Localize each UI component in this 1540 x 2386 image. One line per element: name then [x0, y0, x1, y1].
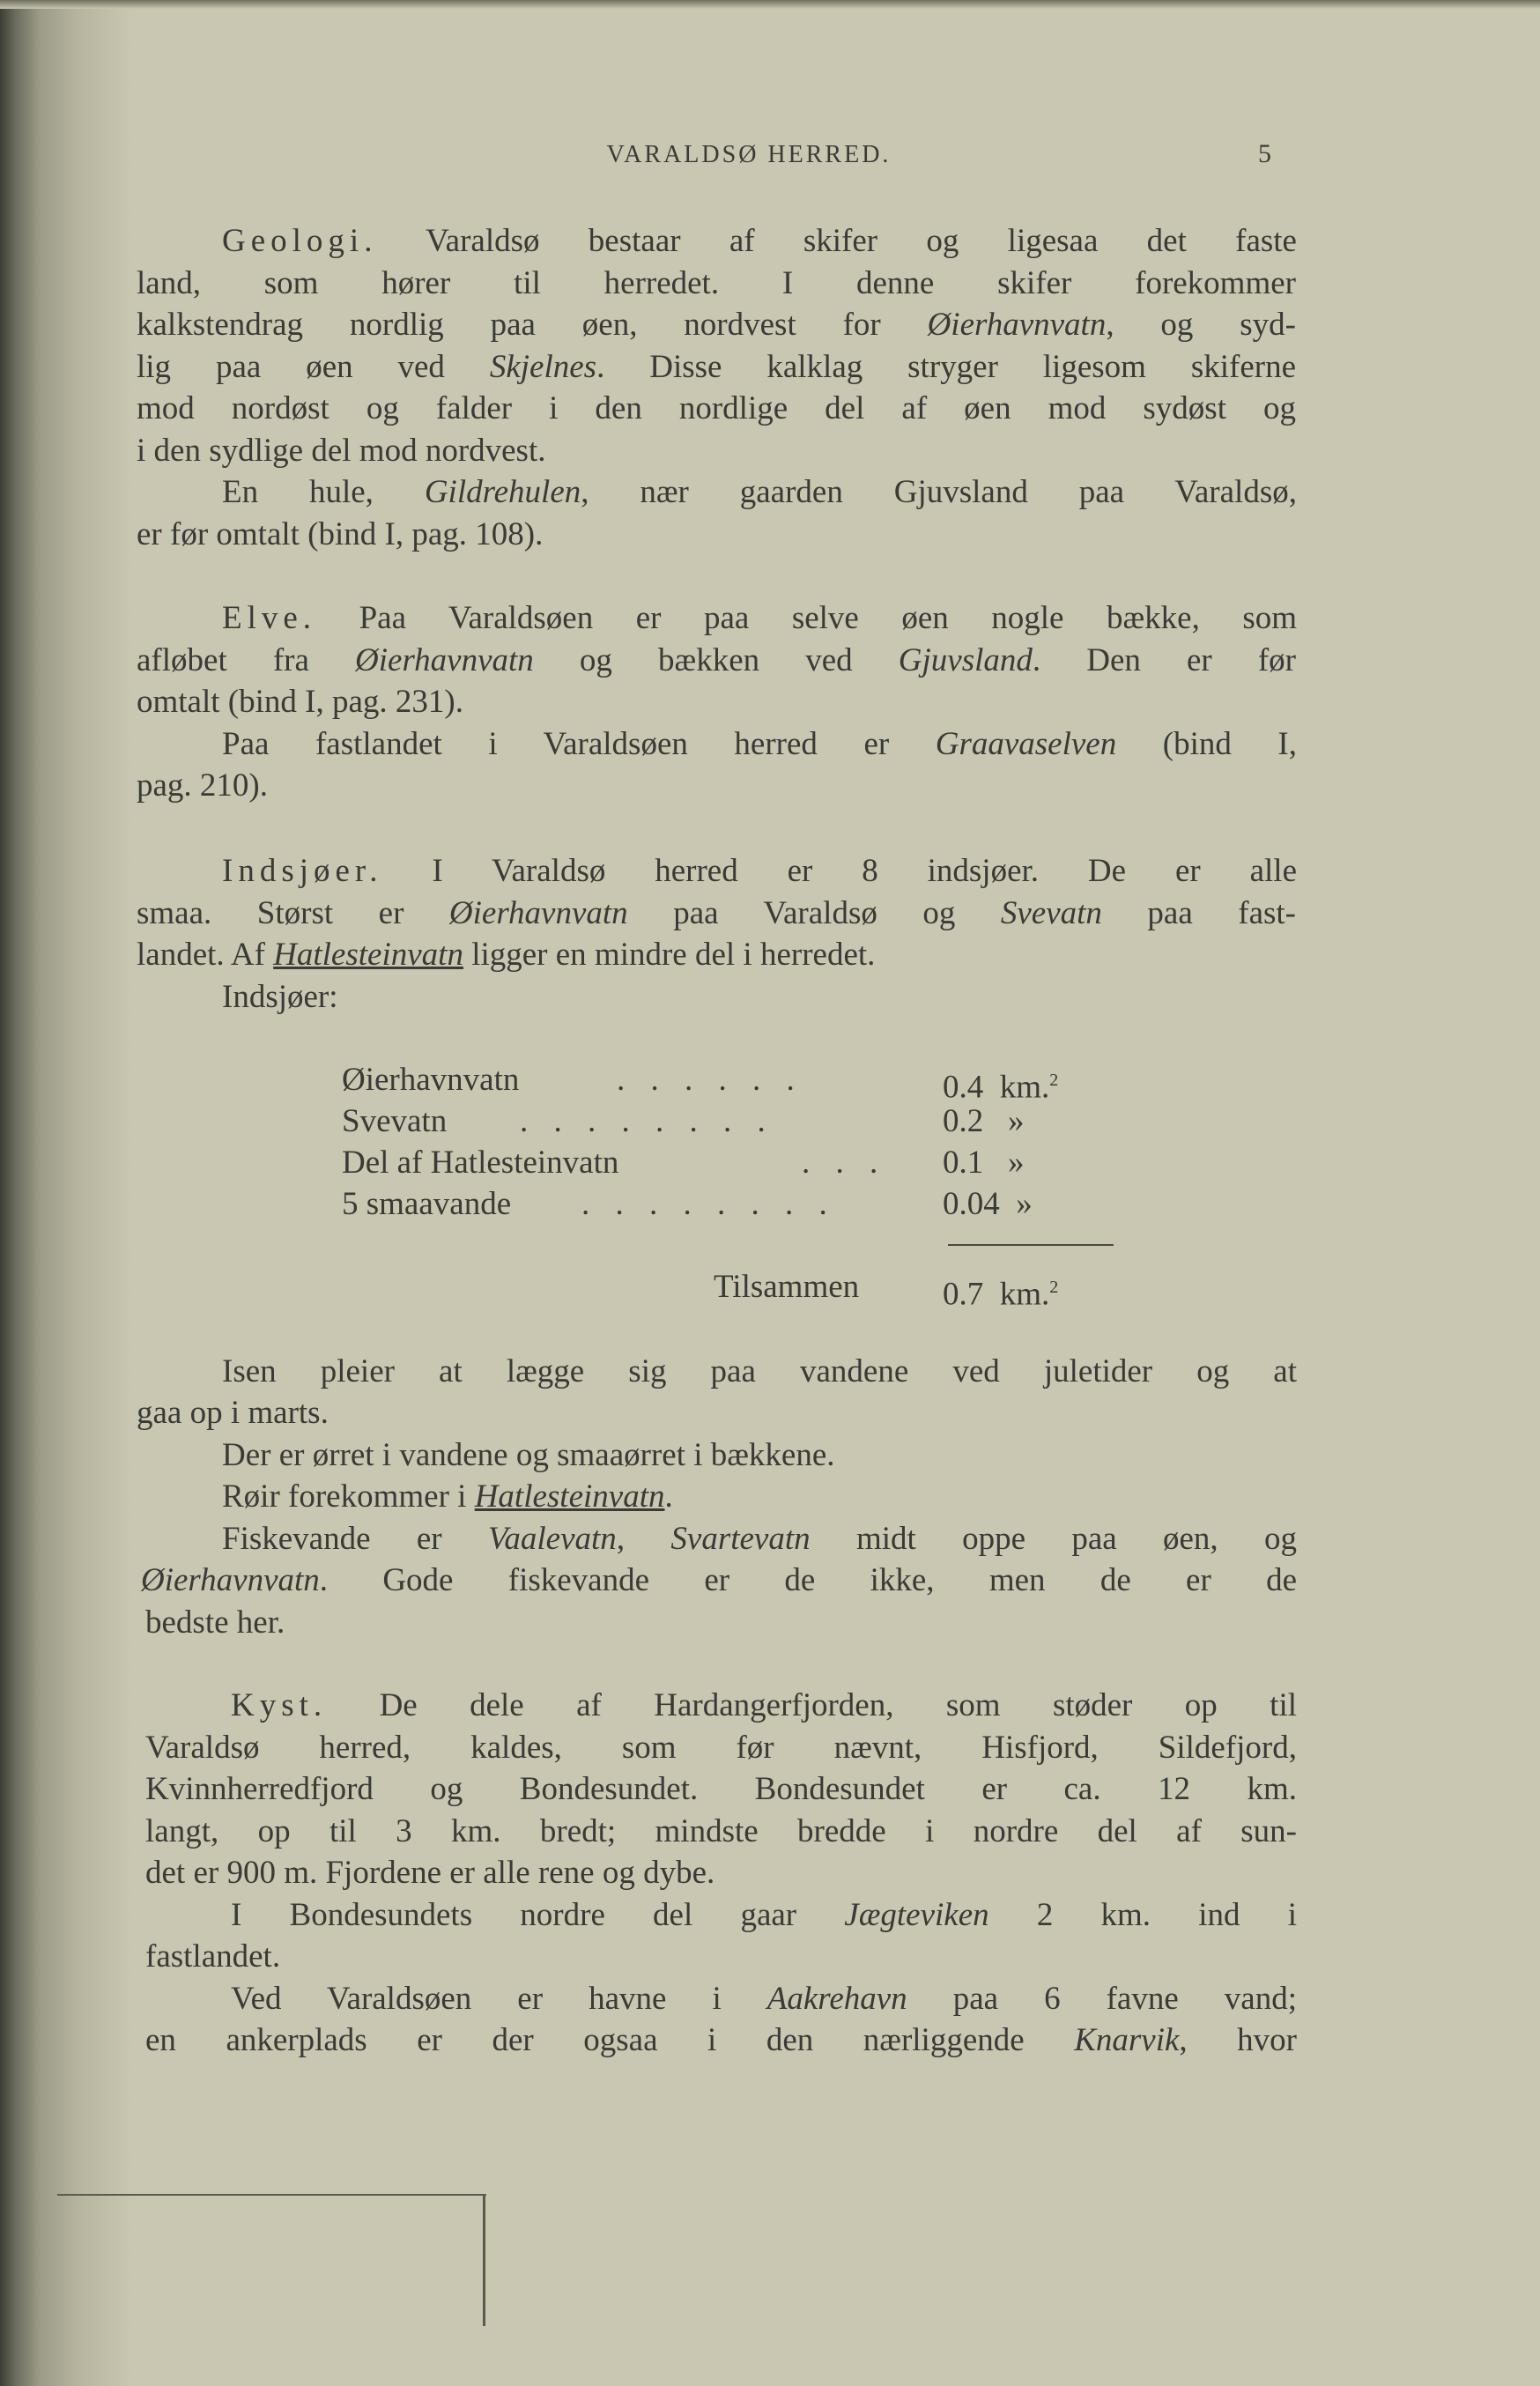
indsjoer-para-7: bedste her. — [145, 1604, 285, 1641]
elve-line-1: Elve. Paa Varaldsøen er paa selve øen nogle bække, som — [222, 600, 1298, 636]
section-heading-elve: Elve. — [222, 600, 317, 636]
page-number: 5 — [1258, 139, 1271, 168]
table-row — [342, 1143, 618, 1183]
place-name: Øierhavnvatn — [141, 1562, 320, 1598]
lake-name: 5 smaavande — [342, 1186, 512, 1222]
kyst-line-7: fastlandet. — [145, 1938, 281, 1975]
lake-area: 0.1 » — [943, 1145, 1025, 1181]
geologi-line-1: Geologi. Varaldsø bestaar af skifer og ligesaa det faste — [222, 223, 1297, 259]
lake-name: Øierhavnvatn — [342, 1062, 520, 1098]
place-name: Hatlesteinvatn — [273, 937, 463, 973]
place-name: Jægteviken — [844, 1897, 989, 1933]
running-header: VARALDSØ HERRED. — [606, 141, 892, 168]
place-name: Hatlesteinvatn — [474, 1478, 665, 1515]
geologi-line-6: i den sydlige del mod nordvest. — [137, 433, 546, 469]
place-name: Svevatn — [1000, 895, 1102, 931]
elve-line-3: omtalt (bind I, pag. 231). — [137, 684, 463, 720]
place-name: Øierhavnvatn — [448, 895, 628, 931]
place-name: Aakrehavn — [766, 1981, 907, 2017]
binding-mark-line — [57, 2194, 486, 2196]
table-row — [342, 1184, 511, 1225]
lake-area: 0.04 » — [943, 1186, 1033, 1222]
leader-dots: . . . . . . . . — [581, 1186, 836, 1222]
place-name: Gjuvsland — [898, 642, 1033, 678]
indsjoer-para-1: Isen pleier at lægge sig paa vandene ved juletider og at — [222, 1353, 1297, 1389]
elve-line-2: afløbet fra Øierhavnvatn og bækken ved Gjuvsland. Den er før — [137, 642, 1296, 678]
geologi-line-8: er før omtalt (bind I, pag. 108). — [137, 516, 544, 552]
place-name: Graavaselven — [935, 726, 1117, 762]
geologi-line-7: En hule, Gildrehulen, nær gaarden Gjuvsland paa Varaldsø, — [222, 474, 1297, 510]
elve-line-4: Paa fastlandet i Varaldsøen herred er Graavaselven (bind I, — [222, 726, 1297, 762]
kyst-line-9: en ankerplads er der ogsaa i den nærliggende Knarvik, hvor — [145, 2022, 1297, 2058]
binding-mark-tick — [483, 2194, 485, 2326]
indsjoer-para-2: gaa op i marts. — [137, 1395, 329, 1431]
section-heading-kyst: Kyst. — [231, 1687, 328, 1723]
kyst-line-8: Ved Varaldsøen er havne i Aakrehavn paa 6 favne vand; — [231, 1981, 1297, 2017]
lake-area: 0.4 km.$^2$ — [943, 1069, 1059, 1106]
geologi-line-4: lig paa øen ved Skjelnes. Disse kalklag stryger ligesom skiferne — [137, 349, 1297, 385]
kyst-line-5: det er 900 m. Fjordene er alle rene og dybe. — [145, 1855, 715, 1891]
indsjoer-para-6: Øierhavnvatn. Gode fiskevande er de ikke, men de er de — [141, 1562, 1297, 1598]
lake-name: Del af Hatlesteinvatn — [342, 1145, 619, 1181]
leader-dots: . . . — [802, 1145, 887, 1181]
indsjoer-para-4: Røir forekommer i Hatlesteinvatn. — [222, 1478, 673, 1515]
kyst-line-1: Kyst. De dele af Hardangerfjorden, som støder op til — [231, 1687, 1297, 1723]
place-name: Svartevatn — [670, 1521, 811, 1557]
geologi-line-5: mod nordøst og falder i den nordlige del af øen mod sydøst og — [137, 390, 1296, 426]
place-name: Skjelnes — [489, 349, 597, 385]
indsjoer-line-1: Indsjøer. I Varaldsø herred er 8 indsjøer. De er alle — [222, 853, 1297, 889]
indsjoer-line-4: Indsjøer: — [222, 979, 338, 1015]
lake-area: 0.2 » — [943, 1103, 1025, 1139]
table-row — [342, 1101, 447, 1142]
indsjoer-para-5: Fiskevande er Vaalevatn, Svartevatn midt oppe paa øen, og — [222, 1521, 1297, 1557]
place-name: Vaalevatn — [487, 1521, 617, 1557]
place-name: Gildrehulen — [424, 474, 581, 510]
geologi-line-2: land, som hører til herredet. I denne skifer forekommer — [137, 265, 1296, 301]
total-label: Tilsammen — [714, 1269, 860, 1305]
sum-rule — [948, 1244, 1114, 1246]
kyst-line-3: Kvinnherredfjord og Bondesundet. Bondesundet er ca. 12 km. — [145, 1771, 1297, 1807]
place-name: Knarvik — [1074, 2022, 1180, 2058]
indsjoer-para-3: Der er ørret i vandene og smaaørret i bækkene. — [222, 1437, 835, 1473]
kyst-line-2: Varaldsø herred, kaldes, som før nævnt, Hisfjord, Sildefjord, — [145, 1730, 1297, 1766]
elve-line-5: pag. 210). — [137, 767, 268, 804]
leader-dots: . . . . . . — [617, 1062, 803, 1098]
indsjoer-line-3: landet. Af Hatlesteinvatn ligger en mindre del i herredet. — [137, 937, 876, 973]
indsjoer-line-2: smaa. Størst er Øierhavnvatn paa Varaldsø og Svevatn paa fast- — [137, 895, 1297, 931]
geologi-line-3: kalkstendrag nordlig paa øen, nordvest for Øierhavnvatn, og syd- — [137, 307, 1296, 343]
kyst-line-6: I Bondesundets nordre del gaar Jægteviken 2 km. ind i — [231, 1897, 1297, 1933]
place-name: Øierhavnvatn — [355, 642, 534, 678]
kyst-line-4: langt, op til 3 km. bredt; mindste bredde i nordre del af sun- — [145, 1813, 1297, 1849]
section-heading-indsjoer: Indsjøer. — [222, 853, 383, 889]
total-area: 0.7 km.$^2$ — [943, 1276, 1059, 1313]
leader-dots: . . . . . . . . — [520, 1103, 774, 1139]
place-name: Øierhavnvatn — [927, 307, 1107, 343]
lake-name: Svevatn — [342, 1103, 448, 1139]
table-row — [342, 1060, 519, 1100]
section-heading-geologi: Geologi. — [222, 223, 378, 259]
